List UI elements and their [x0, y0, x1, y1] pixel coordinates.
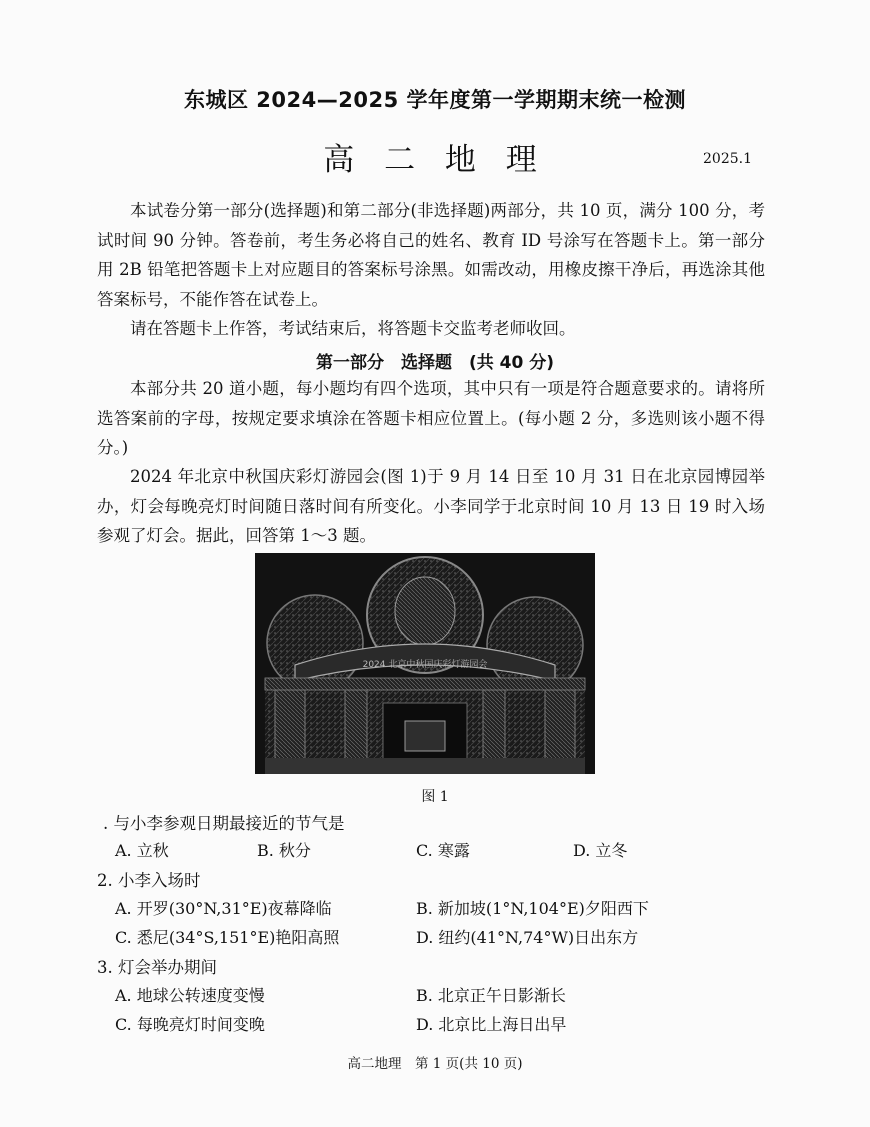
question-2-stem: 2. 小李入场时 [97, 871, 201, 890]
exam-title: 东城区 2024—2025 学年度第一学期期末统一检测 [183, 88, 686, 112]
question-1-option-c[interactable]: C. 寒露 [416, 841, 470, 860]
page-footer: 高二地理 第 1 页(共 10 页) [347, 1056, 523, 1072]
question-1-option-b[interactable]: B. 秋分 [257, 841, 311, 860]
section-intro: 本部分共 20 道小题，每小题均有四个选项，其中只有一项是符合题意要求的。请将所选答案前的字母，按规定要求填涂在答题卡相应位置上。(每小题 2 分，多选则该小题不得分。) [97, 379, 765, 457]
question-3-option-d[interactable]: D. 北京比上海日出早 [416, 1015, 567, 1034]
lantern-festival-photo [255, 553, 595, 774]
subject-title: 高 二 地 理 [323, 142, 547, 178]
question-2-option-d[interactable]: D. 纽约(41°N,74°W)日出东方 [416, 928, 639, 947]
question-2-option-c[interactable]: C. 悉尼(34°S,151°E)艳阳高照 [115, 928, 340, 947]
instructions-submit-note: 请在答题卡上作答，考试结束后，将答题卡交监考老师收回。 [130, 319, 576, 338]
question-3-option-c[interactable]: C. 每晚亮灯时间变晚 [115, 1015, 265, 1034]
question-passage: 2024 年北京中秋国庆彩灯游园会(图 1)于 9 月 14 日至 10 月 31 日在北京园博园举办，灯会每晚亮灯时间随日落时间有所变化。小李同学于北京时间 10 月 13 日 19 时入场参观了灯会。据此，回答第 1～3 题。 [97, 467, 765, 545]
question-1-stem: . 与小李参观日期最接近的节气是 [103, 814, 345, 833]
question-3-option-a[interactable]: A. 地球公转速度变慢 [115, 986, 265, 1005]
instructions-paragraph: 本试卷分第一部分(选择题)和第二部分(非选择题)两部分，共 10 页，满分 100 分，考试时间 90 分钟。答卷前，考生务必将自己的姓名、教育 ID 号涂写在答题卡上。第一部分用 2B 铅笔把答题卡上对应题目的答案标号涂黑。如需改动，用橡皮擦干净后，再选涂其他答案标号，不能作答在试卷上。 [97, 201, 765, 309]
lantern-gate-illustration [255, 553, 595, 774]
question-2-option-a[interactable]: A. 开罗(30°N,31°E)夜幕降临 [115, 899, 332, 918]
question-2-option-b[interactable]: B. 新加坡(1°N,104°E)夕阳西下 [416, 899, 649, 918]
question-3-option-b[interactable]: B. 北京正午日影渐长 [416, 986, 566, 1005]
figure-caption: 图 1 [421, 789, 449, 805]
section-heading: 第一部分 选择题 (共 40 分) [315, 353, 555, 373]
exam-date: 2025.1 [703, 151, 752, 167]
question-3-stem: 3. 灯会举办期间 [97, 958, 217, 977]
lantern-sign-text: 2024 北京中秋国庆彩灯游园会 [362, 660, 488, 670]
question-1-option-d[interactable]: D. 立冬 [573, 841, 628, 860]
question-1-option-a[interactable]: A. 立秋 [115, 841, 169, 860]
